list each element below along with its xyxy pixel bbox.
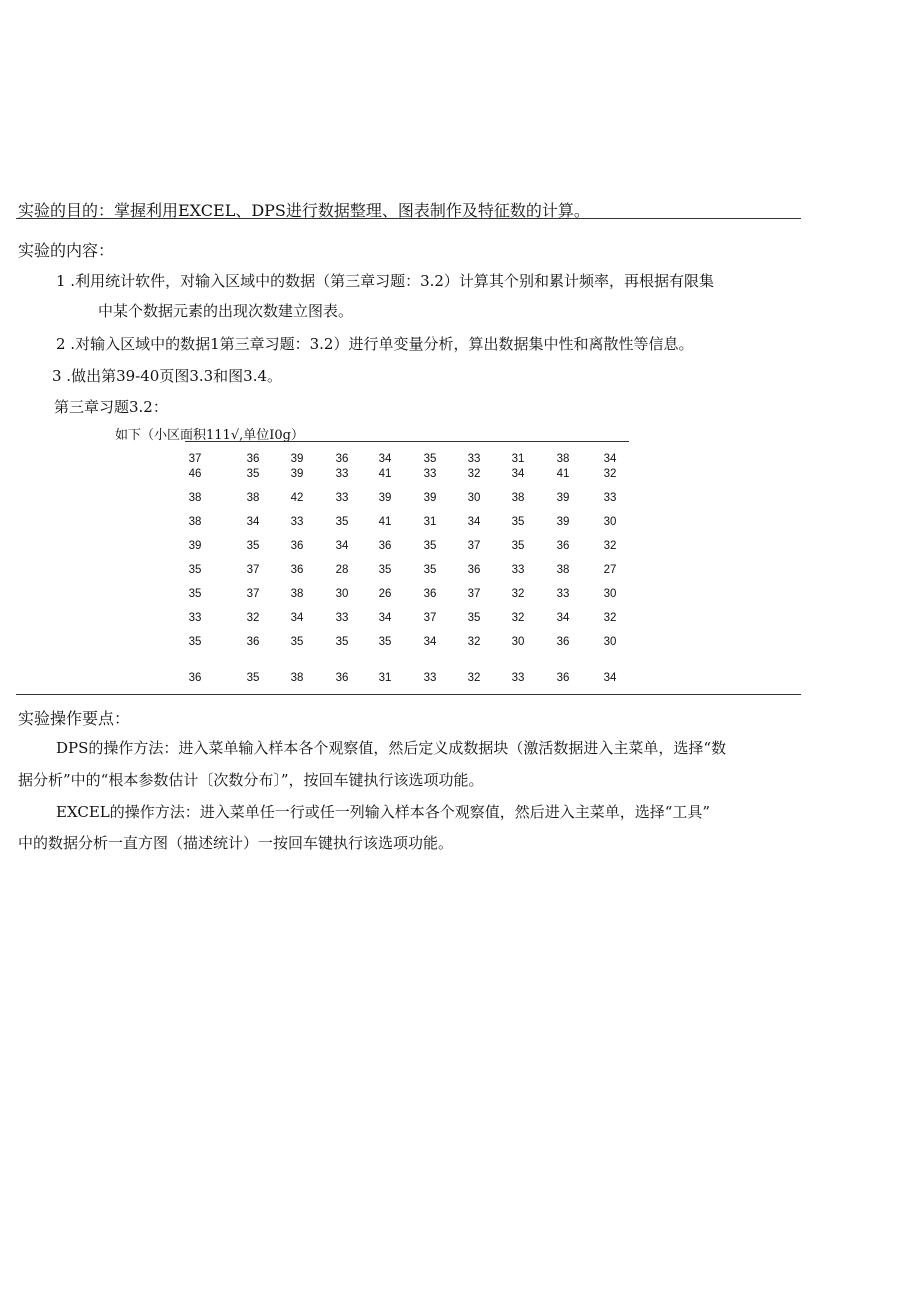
table-cell: 36 xyxy=(378,540,392,552)
table-cell: 37 xyxy=(467,588,481,600)
table-cell: 30 xyxy=(603,636,617,648)
table-cell: 34 xyxy=(246,516,260,528)
table-cell: 33 xyxy=(188,612,202,624)
table-cell: 39 xyxy=(290,468,304,480)
table-cell: 34 xyxy=(335,540,349,552)
table-cell: 32 xyxy=(603,612,617,624)
table-cell: 32 xyxy=(467,468,481,480)
table-cell: 26 xyxy=(378,588,392,600)
table-cell: 36 xyxy=(556,672,570,684)
table-cell: 35 xyxy=(511,516,525,528)
table-cell: 33 xyxy=(423,672,437,684)
table-cell: 33 xyxy=(335,492,349,504)
table-cell: 32 xyxy=(511,588,525,600)
content-heading: 实验的内容： xyxy=(18,241,115,260)
table-cell: 37 xyxy=(246,588,260,600)
table-cell: 35 xyxy=(423,453,437,465)
table-cell: 35 xyxy=(335,516,349,528)
table-cell: 28 xyxy=(335,564,349,576)
table-cell: 35 xyxy=(290,636,304,648)
table-cell: 38 xyxy=(556,453,570,465)
dps-method-line2: 据分析”中的“根本参数估计〔次数分布〕”，按回车键执行该选项功能。 xyxy=(18,771,484,789)
purpose-line: 实验的目的：掌握利用EXCEL、DPS进行数据整理、图表制作及特征数的计算。 xyxy=(18,201,590,220)
content-item-1: 1 .利用统计软件，对输入区域中的数据（第三章习题：3.2）计算其个别和累计频率，再根据有限集 xyxy=(56,272,714,290)
table-cell: 32 xyxy=(603,540,617,552)
table-top-rule xyxy=(185,441,629,442)
table-cell: 35 xyxy=(378,636,392,648)
table-cell: 37 xyxy=(188,453,202,465)
table-cell: 38 xyxy=(556,564,570,576)
table-cell: 33 xyxy=(511,564,525,576)
table-cell: 38 xyxy=(511,492,525,504)
table-cell: 34 xyxy=(290,612,304,624)
table-caption: 如下（小区面积111√,单位I0g） xyxy=(115,428,304,443)
table-cell: 30 xyxy=(603,588,617,600)
table-cell: 30 xyxy=(603,516,617,528)
table-cell: 35 xyxy=(467,612,481,624)
table-cell: 34 xyxy=(378,453,392,465)
excel-method-line1: EXCEL的操作方法：进入菜单任一行或任一列输入样本各个观察值，然后进入主菜单，选择“工具” xyxy=(56,803,711,821)
table-cell: 34 xyxy=(378,612,392,624)
table-cell: 32 xyxy=(467,636,481,648)
table-cell: 30 xyxy=(511,636,525,648)
table-cell: 32 xyxy=(467,672,481,684)
table-cell: 38 xyxy=(290,588,304,600)
table-cell: 41 xyxy=(378,468,392,480)
table-cell: 36 xyxy=(290,564,304,576)
table-cell: 36 xyxy=(556,636,570,648)
content-item-1-cont: 中某个数据元素的出现次数建立图表。 xyxy=(98,302,354,320)
table-cell: 37 xyxy=(423,612,437,624)
table-cell: 35 xyxy=(246,468,260,480)
table-cell: 31 xyxy=(423,516,437,528)
table-cell: 35 xyxy=(188,564,202,576)
table-cell: 36 xyxy=(556,540,570,552)
table-cell: 36 xyxy=(290,540,304,552)
table-cell: 33 xyxy=(335,612,349,624)
table-cell: 34 xyxy=(603,453,617,465)
table-cell: 39 xyxy=(423,492,437,504)
table-cell: 37 xyxy=(467,540,481,552)
table-cell: 33 xyxy=(423,468,437,480)
table-cell: 38 xyxy=(188,516,202,528)
table-cell: 30 xyxy=(467,492,481,504)
content-item-2: 2 .对输入区域中的数据1第三章习题：3.2）进行单变量分析，算出数据集中性和离散性等信息。 xyxy=(56,335,694,353)
table-cell: 34 xyxy=(511,468,525,480)
table-cell: 35 xyxy=(511,540,525,552)
table-cell: 38 xyxy=(246,492,260,504)
table-cell: 35 xyxy=(335,636,349,648)
excel-method-line2: 中的数据分析一直方图（描述统计）一按回车键执行该选项功能。 xyxy=(18,834,454,852)
exercise-title: 第三章习题3.2： xyxy=(54,398,168,416)
table-cell: 33 xyxy=(556,588,570,600)
table-cell: 35 xyxy=(378,564,392,576)
table-cell: 39 xyxy=(188,540,202,552)
table-cell: 36 xyxy=(423,588,437,600)
table-cell: 34 xyxy=(423,636,437,648)
table-cell: 46 xyxy=(188,468,202,480)
ops-heading: 实验操作要点： xyxy=(18,709,131,728)
table-cell: 35 xyxy=(188,636,202,648)
table-cell: 30 xyxy=(335,588,349,600)
table-cell: 39 xyxy=(556,516,570,528)
table-cell: 33 xyxy=(603,492,617,504)
table-cell: 39 xyxy=(556,492,570,504)
table-cell: 27 xyxy=(603,564,617,576)
table-cell: 38 xyxy=(290,672,304,684)
table-cell: 35 xyxy=(188,588,202,600)
table-cell: 37 xyxy=(246,564,260,576)
table-cell: 31 xyxy=(511,453,525,465)
table-cell: 42 xyxy=(290,492,304,504)
table-cell: 36 xyxy=(246,453,260,465)
table-cell: 36 xyxy=(335,453,349,465)
divider-top xyxy=(16,218,801,219)
table-cell: 33 xyxy=(335,468,349,480)
table-cell: 31 xyxy=(378,672,392,684)
table-cell: 39 xyxy=(290,453,304,465)
divider-bottom xyxy=(16,694,801,695)
dps-method-line1: DPS的操作方法：进入菜单输入样本各个观察值，然后定义成数据块（激活数据进入主菜单，选择“数 xyxy=(56,739,727,757)
table-cell: 36 xyxy=(467,564,481,576)
table-cell: 34 xyxy=(556,612,570,624)
table-cell: 32 xyxy=(603,468,617,480)
table-cell: 39 xyxy=(378,492,392,504)
table-cell: 41 xyxy=(556,468,570,480)
table-cell: 41 xyxy=(378,516,392,528)
table-cell: 34 xyxy=(467,516,481,528)
table-cell: 36 xyxy=(335,672,349,684)
table-cell: 35 xyxy=(423,564,437,576)
table-cell: 36 xyxy=(246,636,260,648)
content-item-3: 3 .做出第39-40页图3.3和图3.4。 xyxy=(52,367,283,385)
table-cell: 35 xyxy=(246,540,260,552)
table-cell: 33 xyxy=(467,453,481,465)
table-cell: 32 xyxy=(511,612,525,624)
table-cell: 34 xyxy=(603,672,617,684)
table-cell: 33 xyxy=(290,516,304,528)
table-cell: 33 xyxy=(511,672,525,684)
table-cell: 36 xyxy=(188,672,202,684)
table-cell: 38 xyxy=(188,492,202,504)
table-cell: 35 xyxy=(246,672,260,684)
table-cell: 32 xyxy=(246,612,260,624)
table-cell: 35 xyxy=(423,540,437,552)
